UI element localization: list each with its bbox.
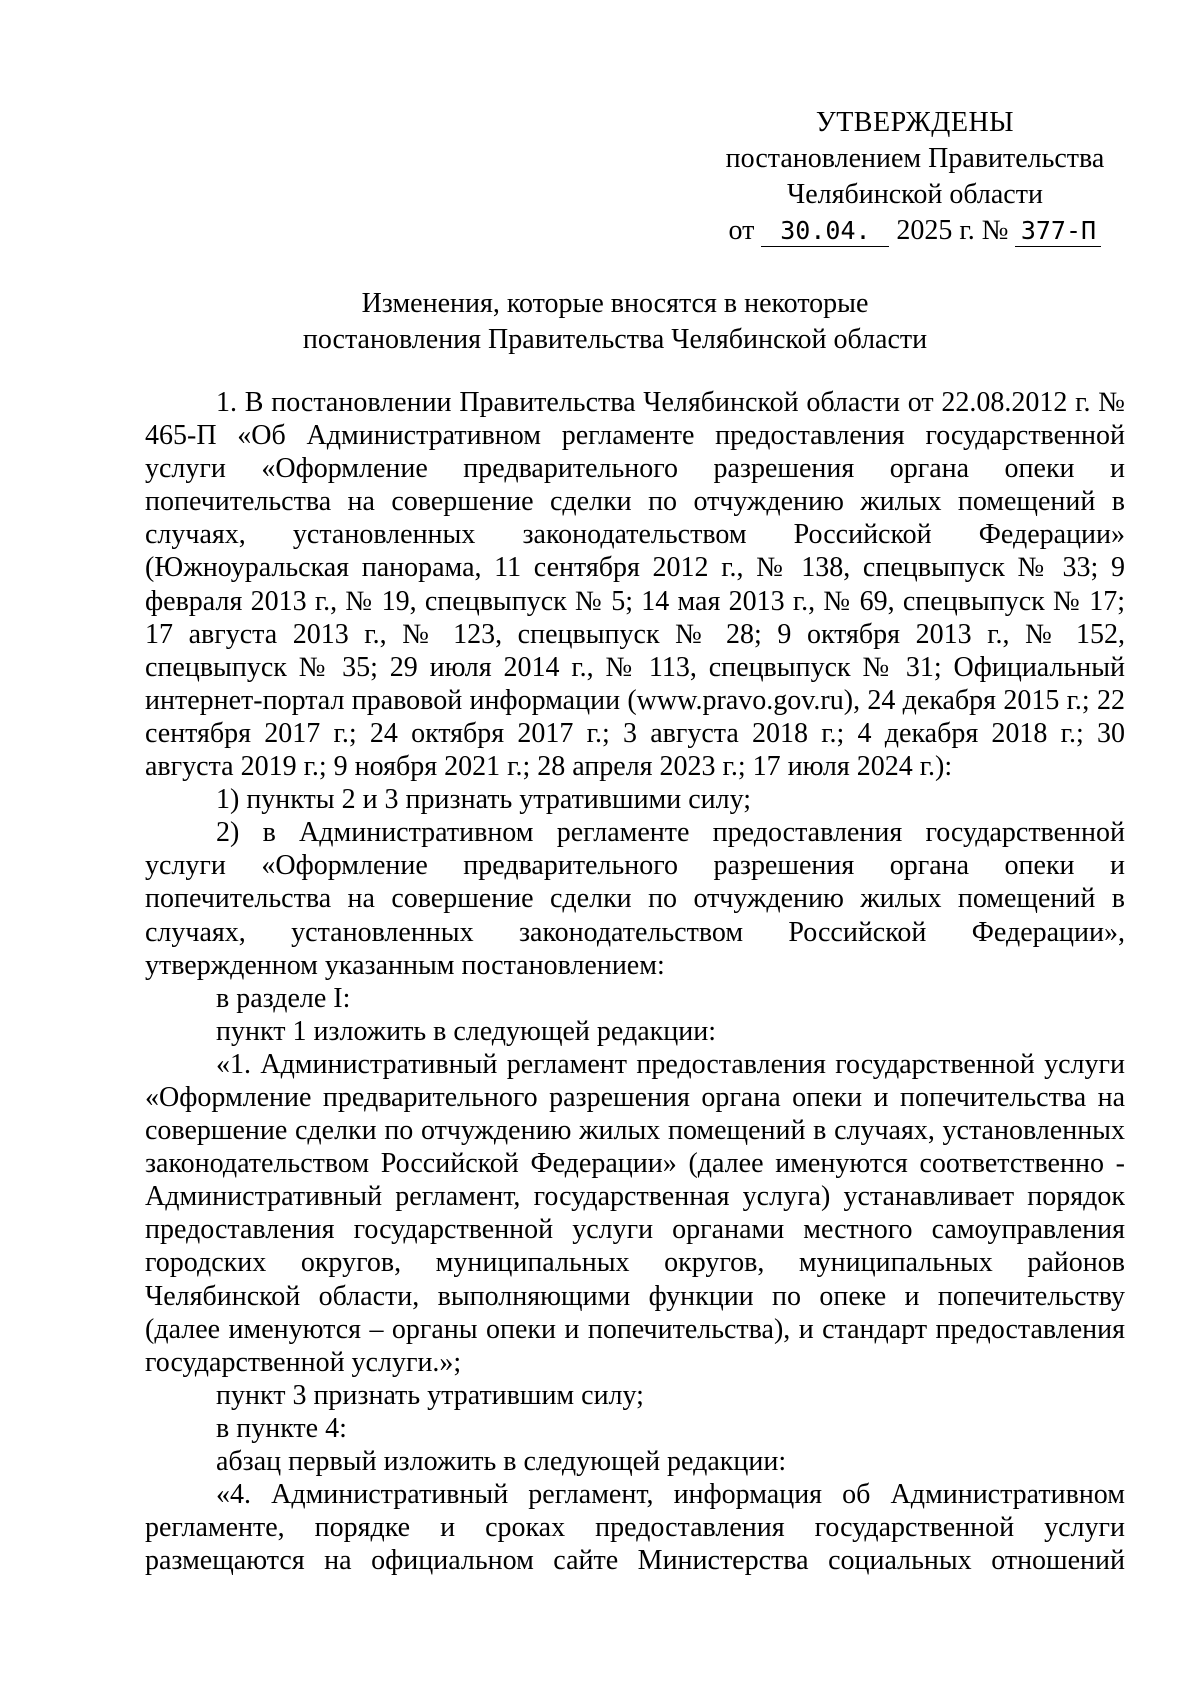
date-value: 30.04. (761, 216, 889, 247)
paragraph-8: в пункте 4: (216, 1412, 347, 1444)
paragraph-6: «1. Административный регламент предоставления государственной услуги «Оформление предварительного разрешения органа опеки и попечительства на совершение сделки по отчуждению жилых помещений в случаях, установленных законодательством Российской Федерации» (далее именуются соответственно - Административный регламент, государственная услуга) устанавливает порядок предоставления государственной услуги органами местного самоуправления городских округов, муниципальных округов, муниципальных районов Челябинской области, выполняющими функции по опеке и попечительству (далее именуются – органы опеки и попечительства), и стандарт предоставления государственной услуги.»; (145, 1048, 1125, 1378)
approval-line-2: Челябинской области (787, 179, 1043, 210)
paragraph-4: в разделе I: (216, 982, 351, 1014)
document-title-line-1: Изменения, которые вносятся в некоторые (361, 288, 869, 319)
document-body (145, 386, 1125, 1577)
paragraph-5: пункт 1 изложить в следующей редакции: (216, 1015, 716, 1047)
document-title-line-2: постановления Правительства Челябинской области (302, 324, 928, 355)
paragraph-2: 1) пункты 2 и 3 признать утратившими силу; (216, 784, 752, 816)
resolution-number: 377-П (1015, 216, 1101, 247)
year-text: 2025 г. № (896, 215, 1009, 246)
paragraph-3: 2) в Административном регламенте предоставления государственной услуги «Оформление предварительного разрешения органа опеки и попечительства на совершение сделки по отчуждению жилых помещений в случаях, установленных законодательством Российской Федерации», утвержденном указанным постановлением: (145, 817, 1125, 981)
approval-title: УТВЕРЖДЕНЫ (815, 107, 1015, 138)
paragraph-7: пункт 3 признать утратившим силу; (216, 1379, 644, 1411)
paragraph-10: «4. Административный регламент, информация об Административном регламенте, порядке и сроках предоставления государственной услуги размещаются на официальном сайте Министерства социальных отношений (145, 1479, 1125, 1577)
approval-line-1: постановлением Правительства (725, 143, 1105, 174)
document-title (130, 286, 1100, 358)
paragraph-1: 1. В постановлении Правительства Челябинской области от 22.08.2012 г. № 465-П «Об Административном регламенте предоставления государственной услуги «Оформление предварительного разрешения органа опеки и попечительства на совершение сделки по отчуждению жилых помещений в случаях, установленных законодательством Российской Федерации» (Южноуральская панорама, 11 сентября 2012 г., № 138, спецвыпуск № 33; 9 февраля 2013 г., № 19, спецвыпуск № 5; 14 мая 2013 г., № 69, спецвыпуск № 17; 17 августа 2013 г., № 123, спецвыпуск № 28; 9 октября 2013 г., № 152, спецвыпуск № 35; 29 июля 2014 г., № 113, спецвыпуск № 31; Официальный интернет-портал правовой информации (www.pravo.gov.ru), 24 декабря 2015 г.; 22 сентября 2017 г.; 24 октября 2017 г.; 3 августа 2018 г.; 4 декабря 2018 г.; 30 августа 2019 г.; 9 ноября 2021 г.; 28 апреля 2023 г.; 17 июля 2024 г.): (145, 387, 1125, 783)
paragraph-9: абзац первый изложить в следующей редакции: (216, 1446, 787, 1477)
approval-stamp (715, 105, 1115, 249)
approval-date-line (715, 213, 1115, 249)
date-prefix: от (728, 215, 755, 246)
